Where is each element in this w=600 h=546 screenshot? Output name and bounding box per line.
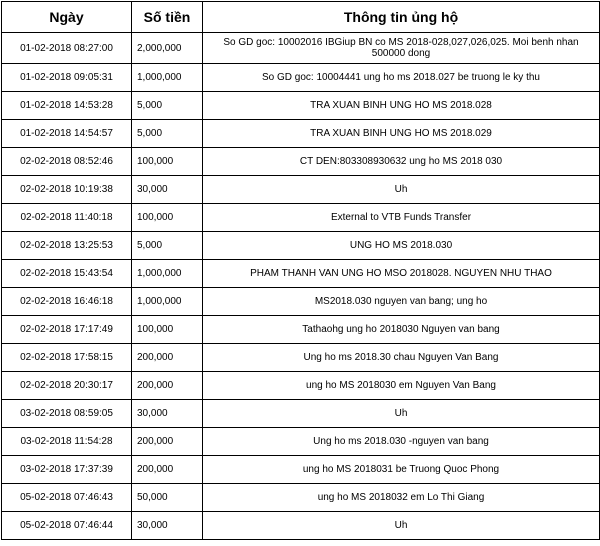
cell-date: 05-02-2018 07:46:43: [2, 484, 132, 512]
cell-info: Uh: [203, 176, 600, 204]
table-row: [2, 64, 600, 92]
cell-date: 01-02-2018 14:53:28: [2, 92, 132, 120]
cell-date: 02-02-2018 15:43:54: [2, 260, 132, 288]
header-info: Thông tin ủng hộ: [203, 2, 600, 33]
cell-info: UNG HO MS 2018.030: [203, 232, 600, 260]
table-row: [2, 204, 600, 232]
table-row: [2, 232, 600, 260]
cell-date: 01-02-2018 08:27:00: [2, 33, 132, 64]
cell-amount: 1,000,000: [132, 288, 203, 316]
table-row: [2, 456, 600, 484]
cell-amount: 200,000: [132, 456, 203, 484]
cell-amount: 200,000: [132, 428, 203, 456]
cell-info: PHAM THANH VAN UNG HO MSO 2018028. NGUYEN NHU THAO: [203, 260, 600, 288]
cell-amount: 200,000: [132, 344, 203, 372]
table-body: [2, 33, 600, 540]
cell-amount: 2,000,000: [132, 33, 203, 64]
header-row: [2, 2, 600, 33]
cell-date: 03-02-2018 08:59:05: [2, 400, 132, 428]
cell-amount: 1,000,000: [132, 260, 203, 288]
cell-info: So GD goc: 10004441 ung ho ms 2018.027 be truong le ky thu: [203, 64, 600, 92]
cell-info: TRA XUAN BINH UNG HO MS 2018.029: [203, 120, 600, 148]
cell-amount: 30,000: [132, 176, 203, 204]
table-row: [2, 400, 600, 428]
cell-amount: 50,000: [132, 484, 203, 512]
cell-date: 01-02-2018 09:05:31: [2, 64, 132, 92]
table-row: [2, 288, 600, 316]
cell-info: ung ho MS 2018032 em Lo Thi Giang: [203, 484, 600, 512]
table-row: [2, 33, 600, 64]
table-row: [2, 512, 600, 540]
cell-amount: 5,000: [132, 232, 203, 260]
cell-amount: 5,000: [132, 120, 203, 148]
cell-info: Uh: [203, 512, 600, 540]
cell-info: TRA XUAN BINH UNG HO MS 2018.028: [203, 92, 600, 120]
header-date: Ngày: [2, 2, 132, 33]
header-amount: Số tiền: [132, 2, 203, 33]
cell-date: 02-02-2018 13:25:53: [2, 232, 132, 260]
table-row: [2, 120, 600, 148]
cell-amount: 200,000: [132, 372, 203, 400]
cell-amount: 30,000: [132, 512, 203, 540]
cell-amount: 5,000: [132, 92, 203, 120]
table-row: [2, 260, 600, 288]
table-row: [2, 316, 600, 344]
cell-info: Ung ho ms 2018.30 chau Nguyen Van Bang: [203, 344, 600, 372]
cell-info: ung ho MS 2018030 em Nguyen Van Bang: [203, 372, 600, 400]
cell-info: So GD goc: 10002016 IBGiup BN co MS 2018-028,027,026,025. Moi benh nhan 500000 dong: [203, 33, 600, 64]
cell-date: 01-02-2018 14:54:57: [2, 120, 132, 148]
cell-amount: 100,000: [132, 148, 203, 176]
cell-info: Tathaohg ung ho 2018030 Nguyen van bang: [203, 316, 600, 344]
cell-date: 02-02-2018 17:58:15: [2, 344, 132, 372]
table-row: [2, 176, 600, 204]
cell-date: 03-02-2018 11:54:28: [2, 428, 132, 456]
cell-date: 05-02-2018 07:46:44: [2, 512, 132, 540]
cell-info: Uh: [203, 400, 600, 428]
cell-info: MS2018.030 nguyen van bang; ung ho: [203, 288, 600, 316]
cell-date: 02-02-2018 20:30:17: [2, 372, 132, 400]
table-row: [2, 428, 600, 456]
cell-date: 02-02-2018 10:19:38: [2, 176, 132, 204]
cell-date: 02-02-2018 08:52:46: [2, 148, 132, 176]
cell-date: 02-02-2018 11:40:18: [2, 204, 132, 232]
cell-amount: 100,000: [132, 316, 203, 344]
table-row: [2, 484, 600, 512]
cell-amount: 30,000: [132, 400, 203, 428]
cell-info: CT DEN:803308930632 ung ho MS 2018 030: [203, 148, 600, 176]
cell-amount: 100,000: [132, 204, 203, 232]
donations-table: [1, 1, 600, 540]
table-row: [2, 372, 600, 400]
cell-date: 03-02-2018 17:37:39: [2, 456, 132, 484]
cell-date: 02-02-2018 17:17:49: [2, 316, 132, 344]
cell-info: ung ho MS 2018031 be Truong Quoc Phong: [203, 456, 600, 484]
cell-date: 02-02-2018 16:46:18: [2, 288, 132, 316]
table-row: [2, 148, 600, 176]
cell-info: External to VTB Funds Transfer: [203, 204, 600, 232]
cell-amount: 1,000,000: [132, 64, 203, 92]
cell-info: Ung ho ms 2018.030 -nguyen van bang: [203, 428, 600, 456]
table-row: [2, 92, 600, 120]
table-row: [2, 344, 600, 372]
